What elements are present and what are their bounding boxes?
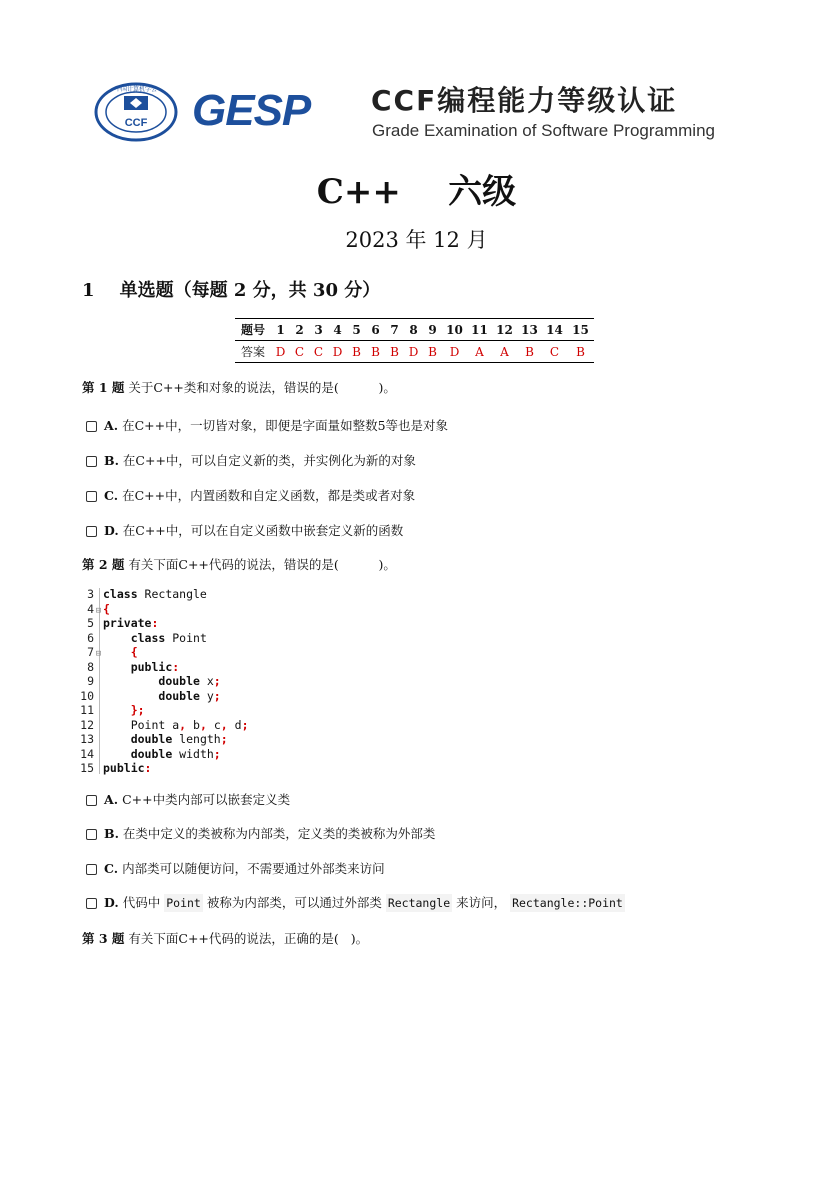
table-row-label: 答案 [235, 341, 271, 363]
section-heading: 1 单选题（每题 2 分，共 30 分） [82, 280, 381, 301]
code-line-number: 4 [87, 601, 94, 616]
answer-cell: A [492, 341, 517, 363]
code-text: double width; [130, 746, 221, 761]
code-text: class Rectangle [103, 587, 207, 601]
option-text-2: 被称为内部类，可以通过外部类 [202, 895, 386, 910]
option-text: 在C++中，可以自定义新的类，并实例化为新的对象 [122, 453, 416, 468]
checkbox[interactable] [86, 421, 97, 432]
q2-option-a[interactable] [86, 791, 290, 809]
option-letter: D. [104, 895, 119, 910]
code-line [80, 761, 151, 776]
answer-table-answer-row [235, 341, 594, 363]
option-letter: A. [104, 418, 119, 433]
question-number: 2 [290, 319, 309, 341]
answer-cell: B [423, 341, 442, 363]
code-line [80, 747, 221, 762]
checkbox[interactable] [86, 491, 97, 502]
inline-code: Rectangle [387, 896, 451, 910]
code-line [80, 689, 221, 704]
question-text: 有关下面C++代码的说法，正确的是( )。 [124, 931, 369, 946]
question-number: 9 [423, 319, 442, 341]
code-line [80, 587, 207, 602]
code-text: { [103, 601, 110, 616]
checkbox[interactable] [86, 456, 97, 467]
fold-icon[interactable]: ⊟ [95, 605, 102, 616]
question-number: 14 [542, 319, 567, 341]
answer-cell: B [385, 341, 404, 363]
question-text: 关于C++类和对象的说法，错误的是( )。 [124, 380, 396, 395]
question-number: 5 [347, 319, 366, 341]
question-label: 第 2 题 [82, 557, 125, 572]
q2-option-b[interactable] [86, 825, 435, 843]
q2-option-c[interactable] [86, 860, 385, 878]
code-line-number: 14 [80, 746, 94, 761]
question-number: 12 [492, 319, 517, 341]
checkbox[interactable] [86, 898, 97, 909]
option-letter: C. [104, 488, 119, 503]
answer-cell: B [567, 341, 594, 363]
answer-cell: B [517, 341, 542, 363]
question-number: 7 [385, 319, 404, 341]
answer-cell: C [542, 341, 567, 363]
code-text: { [130, 645, 138, 659]
question-number: 3 [309, 319, 328, 341]
option-text: 内部类可以随便访问，不需要通过外部类来访问 [122, 861, 385, 876]
code-line-number: 9 [87, 674, 94, 688]
option-letter: D. [104, 523, 119, 538]
answer-cell: C [309, 341, 328, 363]
checkbox[interactable] [86, 829, 97, 840]
inline-code: Point [166, 896, 201, 910]
code-text: double length; [130, 732, 228, 746]
question-number: 11 [467, 319, 492, 341]
code-line [80, 631, 207, 646]
document-date: 2023 年 12 月 [345, 228, 488, 252]
brand-title: CCF编程能力等级认证 [371, 84, 678, 117]
answer-cell: A [467, 341, 492, 363]
question-label: 第 1 题 [82, 380, 125, 395]
option-text: 在C++中，内置函数和自定义函数，都是类或者对象 [122, 488, 416, 503]
option-text-3: 来访问， [452, 895, 511, 910]
code-line [80, 660, 179, 675]
answer-cell: D [404, 341, 423, 363]
option-letter: C. [104, 861, 119, 876]
ccf-logo-ring-text: 中国计算机学会 [114, 86, 158, 93]
code-line [80, 732, 228, 747]
answer-cell: D [328, 341, 347, 363]
code-text: Point a, b, c, d; [103, 717, 249, 732]
ccf-logo-text: CCF [124, 117, 148, 129]
code-block [80, 585, 350, 775]
brand-subtitle: Grade Examination of Software Programming [372, 121, 715, 140]
code-line-number: 11 [80, 703, 94, 717]
question-2-stem [82, 556, 396, 574]
q1-option-d[interactable] [86, 522, 403, 540]
q2-option-d[interactable] [86, 894, 625, 912]
question-number: 10 [442, 319, 467, 341]
code-text: class Point [130, 630, 207, 645]
code-text: public: [130, 659, 180, 674]
code-line [80, 718, 249, 733]
code-line-number: 3 [87, 587, 94, 601]
question-number: 15 [567, 319, 594, 341]
option-letter: B. [104, 453, 119, 468]
question-number: 4 [328, 319, 347, 341]
question-number: 8 [404, 319, 423, 341]
code-line-number: 5 [87, 616, 94, 630]
table-row-label: 题号 [235, 319, 271, 341]
option-text-1: 代码中 [122, 895, 165, 910]
option-text: 在类中定义的类被称为内部类，定义类的类被称为外部类 [122, 826, 436, 841]
code-line [80, 703, 145, 718]
question-3-stem [82, 930, 368, 948]
option-text: 在C++中，一切皆对象，即便是字面量如整数5等也是对象 [122, 418, 449, 433]
question-number: 13 [517, 319, 542, 341]
code-line [80, 674, 221, 689]
option-text: C++中类内部可以嵌套定义类 [122, 792, 291, 807]
option-letter: B. [104, 826, 119, 841]
answer-cell: D [271, 341, 290, 363]
question-1-stem [82, 379, 396, 397]
code-line-number: 6 [87, 630, 94, 645]
code-line-number: 7 [87, 645, 94, 659]
code-line-number: 13 [80, 732, 94, 746]
answer-cell: B [366, 341, 385, 363]
code-line-number: 8 [87, 659, 94, 674]
q1-option-b[interactable] [86, 452, 416, 470]
code-line-number: 15 [80, 761, 94, 775]
code-line-number: 10 [80, 688, 94, 703]
answer-cell: D [442, 341, 467, 363]
answer-table [235, 318, 594, 363]
option-letter: A. [104, 792, 119, 807]
q1-option-c[interactable] [86, 487, 415, 505]
ccf-logo [94, 82, 178, 142]
code-line [80, 616, 158, 631]
inline-code: Rectangle::Point [512, 896, 623, 910]
document-title: C++ 六级 [316, 172, 517, 212]
checkbox[interactable] [86, 864, 97, 875]
code-line [80, 645, 138, 660]
option-text: 在C++中，可以在自定义函数中嵌套定义新的函数 [122, 523, 404, 538]
code-text: }; [130, 703, 145, 717]
checkbox[interactable] [86, 795, 97, 806]
question-number: 6 [366, 319, 385, 341]
gesp-logo: GESP [192, 86, 311, 135]
code-text: public: [103, 761, 152, 775]
question-label: 第 3 题 [82, 931, 125, 946]
code-text: private: [103, 616, 159, 630]
q1-option-a[interactable] [86, 417, 448, 435]
code-line [80, 602, 110, 617]
question-text: 有关下面C++代码的说法，错误的是( )。 [124, 557, 396, 572]
code-text: double x; [158, 674, 221, 688]
fold-icon[interactable]: ⊟ [95, 649, 102, 659]
checkbox[interactable] [86, 526, 97, 537]
code-line-number: 12 [80, 717, 94, 732]
code-text: double y; [158, 688, 221, 703]
answer-cell: C [290, 341, 309, 363]
answer-cell: B [347, 341, 366, 363]
answer-table-header-row [235, 319, 594, 341]
question-number: 1 [271, 319, 290, 341]
